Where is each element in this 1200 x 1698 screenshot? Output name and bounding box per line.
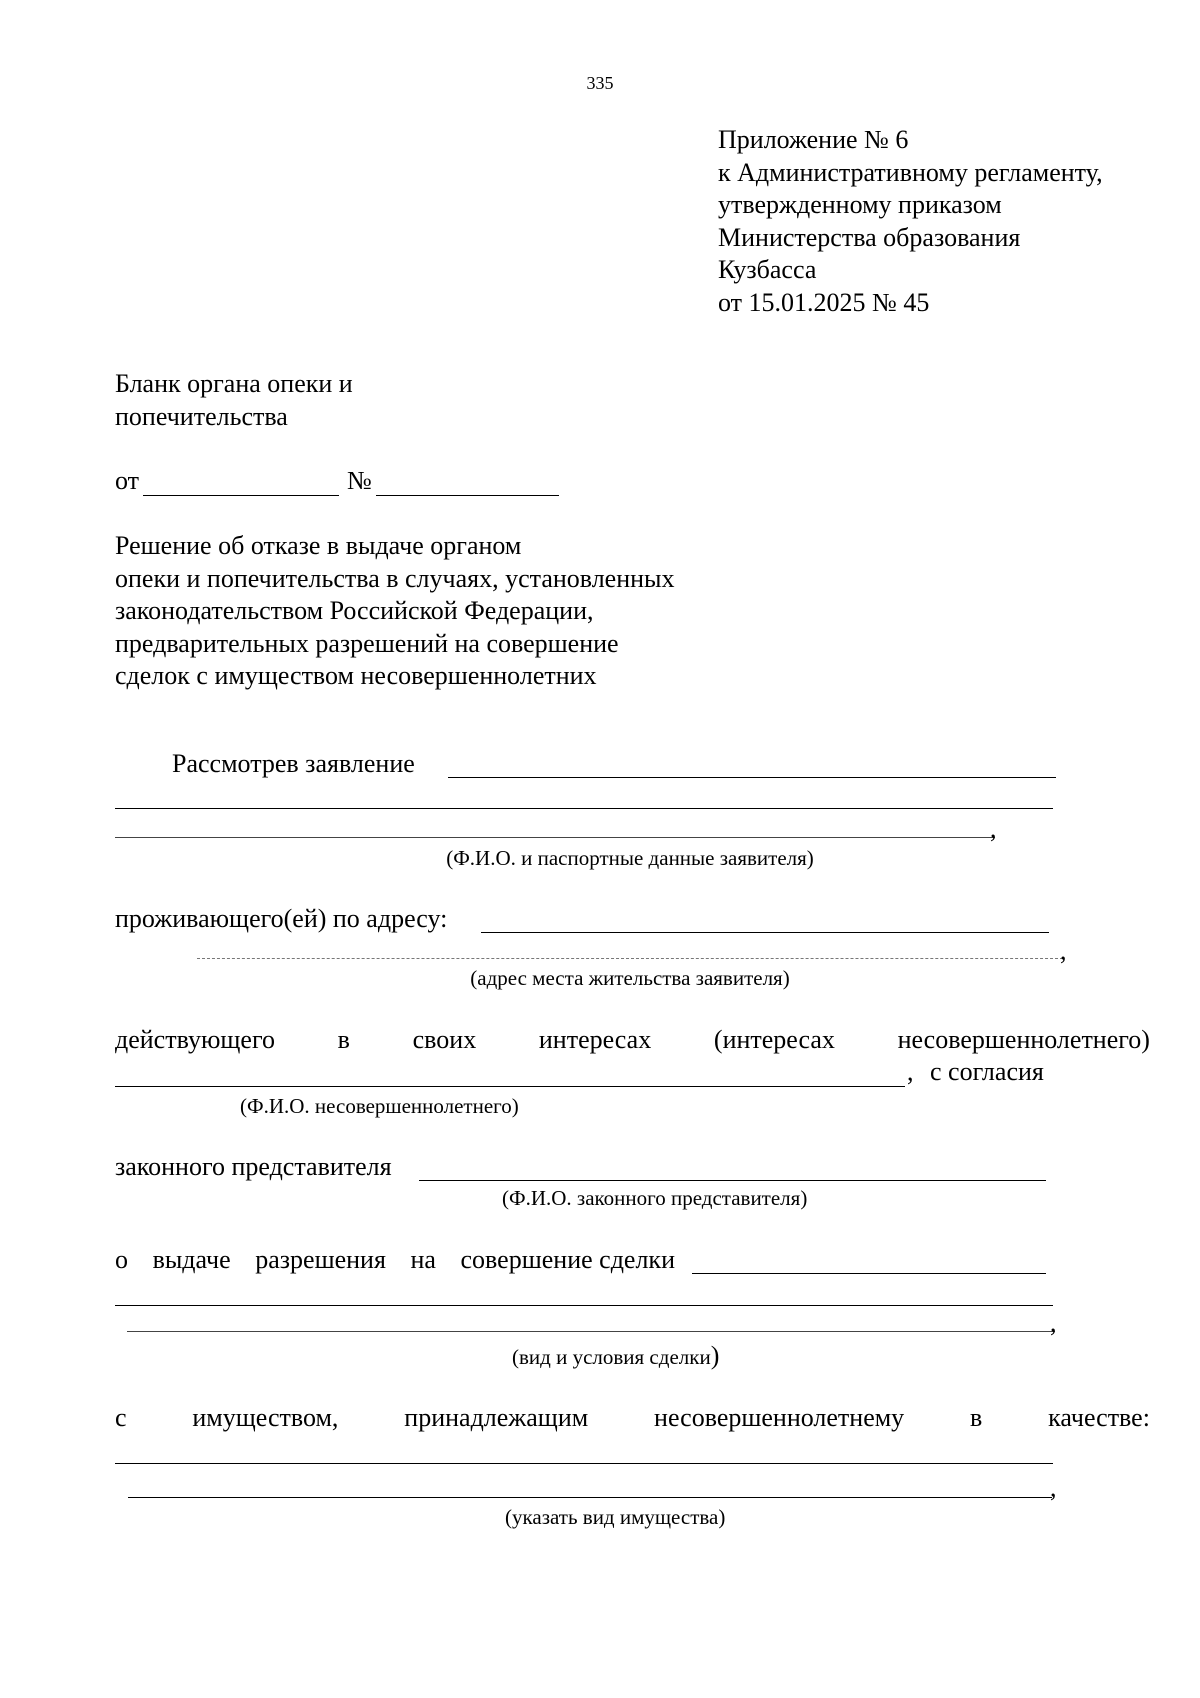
blank-line: попечительства — [115, 401, 288, 431]
representative-field[interactable] — [419, 1180, 1046, 1181]
permission-word: разрешения — [255, 1245, 386, 1274]
property-word: несовершеннолетнему — [654, 1403, 905, 1432]
number-label: № — [347, 466, 372, 495]
acting-word: несовершеннолетнего) — [897, 1025, 1150, 1054]
representative-label: законного представителя — [115, 1152, 392, 1181]
property-word: имуществом, — [192, 1403, 339, 1432]
blank-label — [115, 368, 353, 433]
caption-representative: (Ф.И.О. законного представителя) — [502, 1186, 808, 1210]
page-number: 335 — [586, 73, 614, 93]
deal-field-line3[interactable] — [127, 1331, 1055, 1332]
caption-deal-close: ) — [710, 1341, 720, 1370]
date-field[interactable] — [143, 495, 339, 496]
number-field[interactable] — [376, 495, 559, 496]
acting-word: своих — [412, 1025, 477, 1054]
caption-address: (адрес места жительства заявителя) — [470, 966, 790, 990]
acting-word: (интересах — [713, 1025, 835, 1054]
property-field[interactable] — [115, 1463, 1053, 1464]
date-label: от — [115, 466, 140, 495]
title-line: законодательством Российской Федерации, — [115, 596, 594, 626]
acting-word: действующего — [115, 1025, 275, 1054]
property-word: в — [970, 1403, 983, 1432]
title-line: опеки и попечительства в случаях, установленных — [115, 563, 675, 593]
property-word: с — [115, 1403, 127, 1432]
permission-word: совершение сделки — [460, 1245, 675, 1274]
permission-word: о — [115, 1245, 128, 1274]
application-field[interactable] — [448, 777, 1056, 778]
address-field[interactable] — [481, 932, 1049, 933]
property-field-line2[interactable] — [128, 1497, 1052, 1498]
minor-name-field[interactable] — [115, 1086, 905, 1087]
caption-deal-text: (вид и условия сделки — [512, 1345, 711, 1369]
permission-word: на — [410, 1245, 436, 1274]
caption-applicant: (Ф.И.О. и паспортные данные заявителя) — [446, 846, 814, 870]
acting-word: в — [337, 1025, 350, 1054]
caption-property: (указать вид имущества) — [505, 1505, 726, 1529]
title-line: сделок с имуществом несовершеннолетних — [115, 661, 597, 691]
caption-deal — [512, 1341, 719, 1371]
title-line: предварительных разрешений на совершение — [115, 628, 619, 658]
property-line — [115, 1403, 1150, 1433]
applicant-field-line3[interactable] — [115, 837, 995, 838]
comma: , — [1050, 1473, 1057, 1502]
appendix-line: к Административному регламенту, — [718, 157, 1103, 187]
appendix-line: Приложение № 6 — [718, 125, 909, 154]
permission-line — [115, 1245, 675, 1275]
applicant-field-line2[interactable] — [115, 808, 1053, 809]
acting-line — [115, 1025, 1150, 1055]
appendix-line: от 15.01.2025 № 45 — [718, 287, 930, 317]
deal-field-line2[interactable] — [115, 1305, 1053, 1306]
residing-label: проживающего(ей) по адресу: — [115, 904, 448, 933]
property-word: принадлежащим — [404, 1403, 589, 1432]
appendix-line: Министерства образования — [718, 222, 1021, 252]
comma: , — [907, 1057, 914, 1086]
appendix-line: Кузбасса — [718, 255, 817, 285]
address-field-line2[interactable] — [197, 958, 1063, 959]
comma: , — [1050, 1308, 1057, 1337]
comma: , — [1060, 936, 1067, 965]
decision-title — [115, 530, 675, 693]
considered-label: Рассмотрев заявление — [172, 749, 415, 778]
blank-line: Бланк органа опеки и — [115, 369, 353, 398]
title-line: Решение об отказе в выдаче органом — [115, 531, 522, 560]
permission-word: выдаче — [152, 1245, 231, 1274]
deal-field[interactable] — [692, 1273, 1046, 1274]
appendix-line: утвержденному приказом — [718, 190, 1002, 220]
caption-minor: (Ф.И.О. несовершеннолетнего) — [240, 1094, 519, 1118]
appendix-header — [718, 124, 1103, 320]
property-word: качестве: — [1048, 1403, 1150, 1432]
acting-word: интересах — [538, 1025, 652, 1054]
comma: , — [990, 814, 997, 843]
consent-label: с согласия — [930, 1057, 1044, 1086]
